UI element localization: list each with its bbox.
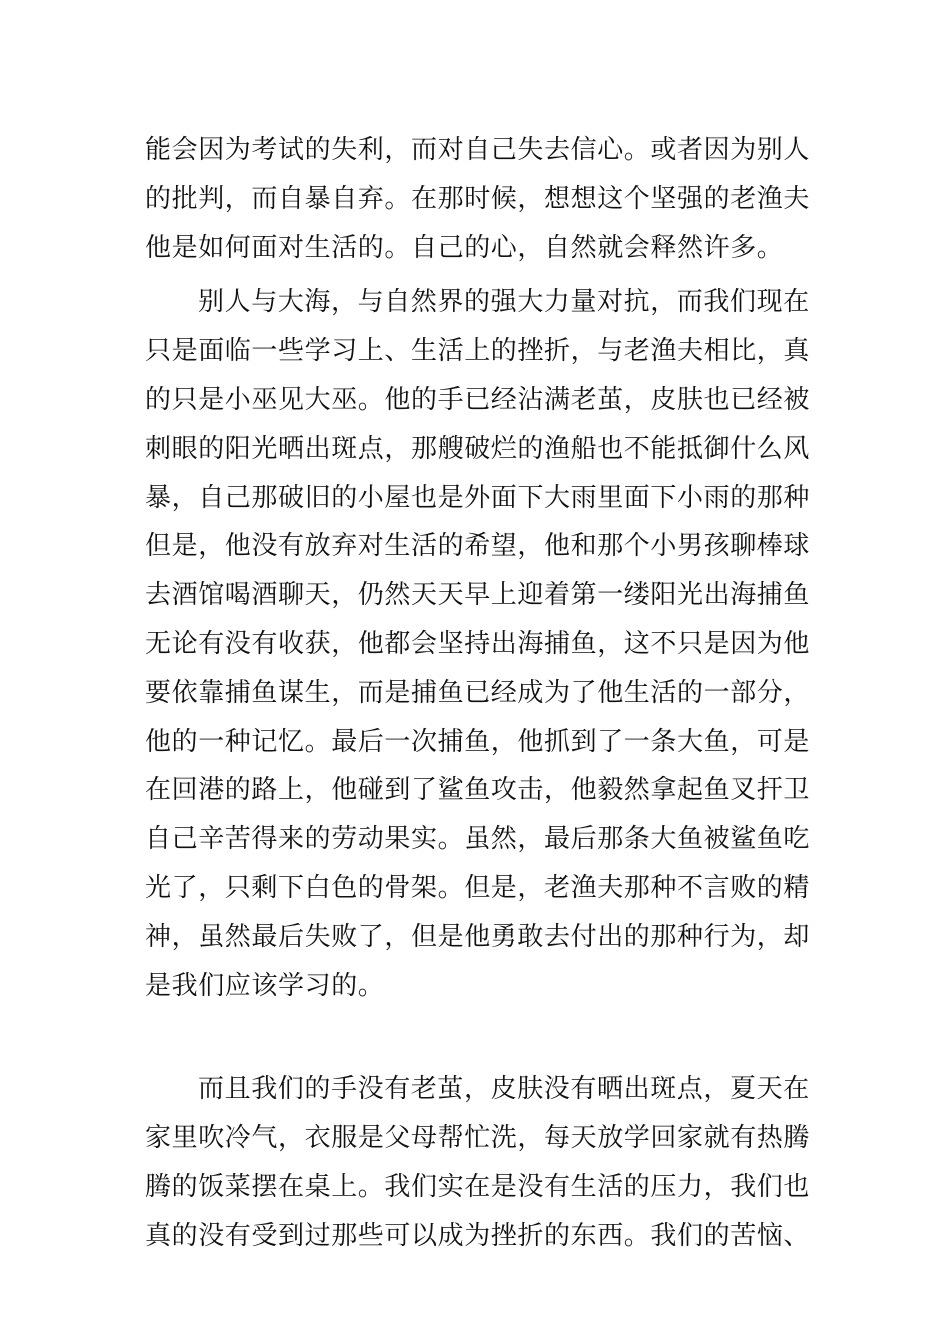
text-line: 去酒馆喝酒聊天，仍然天天早上迎着第一缕阳光出海捕鱼 [145,580,811,611]
text-line: 暴，自己那破旧的小屋也是外面下大雨里面下小雨的那种 [145,482,811,513]
text-line: 神，虽然最后失败了，但是他勇敢去付出的那种行为，却 [145,921,811,952]
text-line: 别人与大海，与自然界的强大力量对抗，而我们现在 [198,287,810,318]
text-line: 的只是小巫见大巫。他的手已经沾满老茧，皮肤也已经被 [145,384,811,415]
text-line [145,1010,809,1059]
paragraph [145,1065,809,1260]
paragraph [145,278,809,1059]
text-line: 自己辛苦得来的劳动果实。虽然，最后那条大鱼被鲨鱼吃 [145,824,811,855]
text-line: 腾的饭菜摆在桌上。我们实在是没有生活的压力，我们也 [145,1171,811,1202]
text-line: 他的一种记忆。最后一次捕鱼，他抓到了一条大鱼，可是 [145,726,811,757]
document-body [145,126,809,1260]
text-line: 的批判，而自暴自弃。在那时候，想想这个坚强的老渔夫 [145,183,811,214]
text-line: 要依靠捕鱼谋生，而是捕鱼已经成为了他生活的一部分， [145,677,811,708]
text-line: 家里吹冷气，衣服是父母帮忙洗，每天放学回家就有热腾 [145,1122,811,1153]
text-line: 他是如何面对生活的。自己的心，自然就会释然许多。 [145,232,784,263]
text-line: 刺眼的阳光晒出斑点，那艘破烂的渔船也不能抵御什么风 [145,433,811,464]
text-line: 是我们应该学习的。 [145,970,385,1001]
text-line: 真的没有受到过那些可以成为挫折的东西。我们的苦恼、 [145,1220,811,1251]
text-line: 只是面临一些学习上、生活上的挫折，与老渔夫相比，真 [145,336,811,367]
text-line: 无论有没有收获，他都会坚持出海捕鱼，这不只是因为他 [145,628,811,659]
text-line: 能会因为考试的失利，而对自己失去信心。或者因为别人 [145,135,811,165]
paragraph [145,126,809,272]
text-line: 光了，只剩下白色的骨架。但是，老渔夫那种不言败的精 [145,872,811,903]
text-line: 而且我们的手没有老茧，皮肤没有晒出斑点，夏天在 [198,1074,810,1105]
text-line: 在回港的路上，他碰到了鲨鱼攻击，他毅然拿起鱼叉扞卫 [145,775,811,806]
text-line: 但是，他没有放弃对生活的希望，他和那个小男孩聊棒球 [145,531,811,562]
